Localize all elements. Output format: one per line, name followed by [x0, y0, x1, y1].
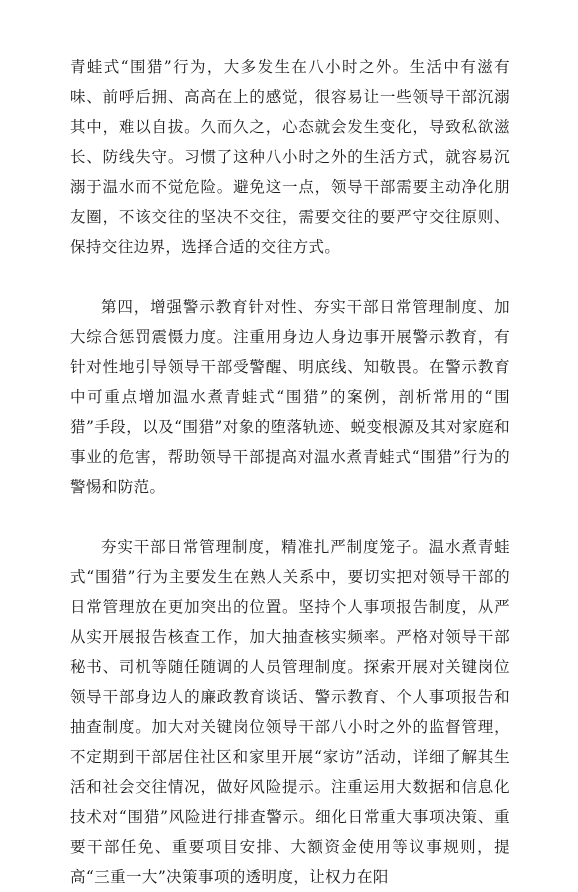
paragraph-2: 第四，增强警示教育针对性、夯实干部日常管理制度、加大综合惩罚震慑力度。注重用身边人身边事开展警示教育，有针对性地引导领导干部受警醒、明底线、知敬畏。在警示教育中可重点增加温水煮青蛙式“围猎”的案例，剖析常用的“围猎”手段，以及“围猎”对象的堕落轨迹、蜕变根源及其对家庭和事业的危害，帮助领导干部提高对温水煮青蛙式“围猎”行为的警惕和防范。 [70, 298, 510, 496]
document-page [70, 52, 510, 892]
paragraph-1: 青蛙式“围猎”行为，大多发生在八小时之外。生活中有滋有味、前呼后拥、高高在上的感觉，很容易让一些领导干部沉溺其中，难以自拔。久而久之，心态就会发生变化，导致私欲滋长、防线失守。习惯了这种八小时之外的生活方式，就容易沉溺于温水而不觉危险。避免这一点，领导干部需要主动净化朋友圈，不该交往的坚决不交往，需要交往的要严守交往原则、保持交往边界，选择合适的交往方式。 [70, 58, 510, 256]
paragraph-3: 夯实干部日常管理制度，精准扎严制度笼子。温水煮青蛙式“围猎”行为主要发生在熟人关系中，要切实把对领导干部的日常管理放在更加突出的位置。坚持个人事项报告制度，从严从实开展报告核查工作，加大抽查核实频率。严格对领导干部秘书、司机等随任随调的人员管理制度。探索开展对关键岗位领导干部身边人的廉政教育谈话、警示教育、个人事项报告和抽查制度。加大对关键岗位领导干部八小时之外的监督管理，不定期到干部居住社区和家里开展“家访”活动，详细了解其生活和社会交往情况，做好风险提示。注重运用大数据和信息化技术对“围猎”风险进行排查警示。细化日常重大事项决策、重要干部任免、重要项目安排、大额资金使用等议事规则，提高“三重一大”决策事项的透明度，让权力在阳 [70, 538, 510, 886]
